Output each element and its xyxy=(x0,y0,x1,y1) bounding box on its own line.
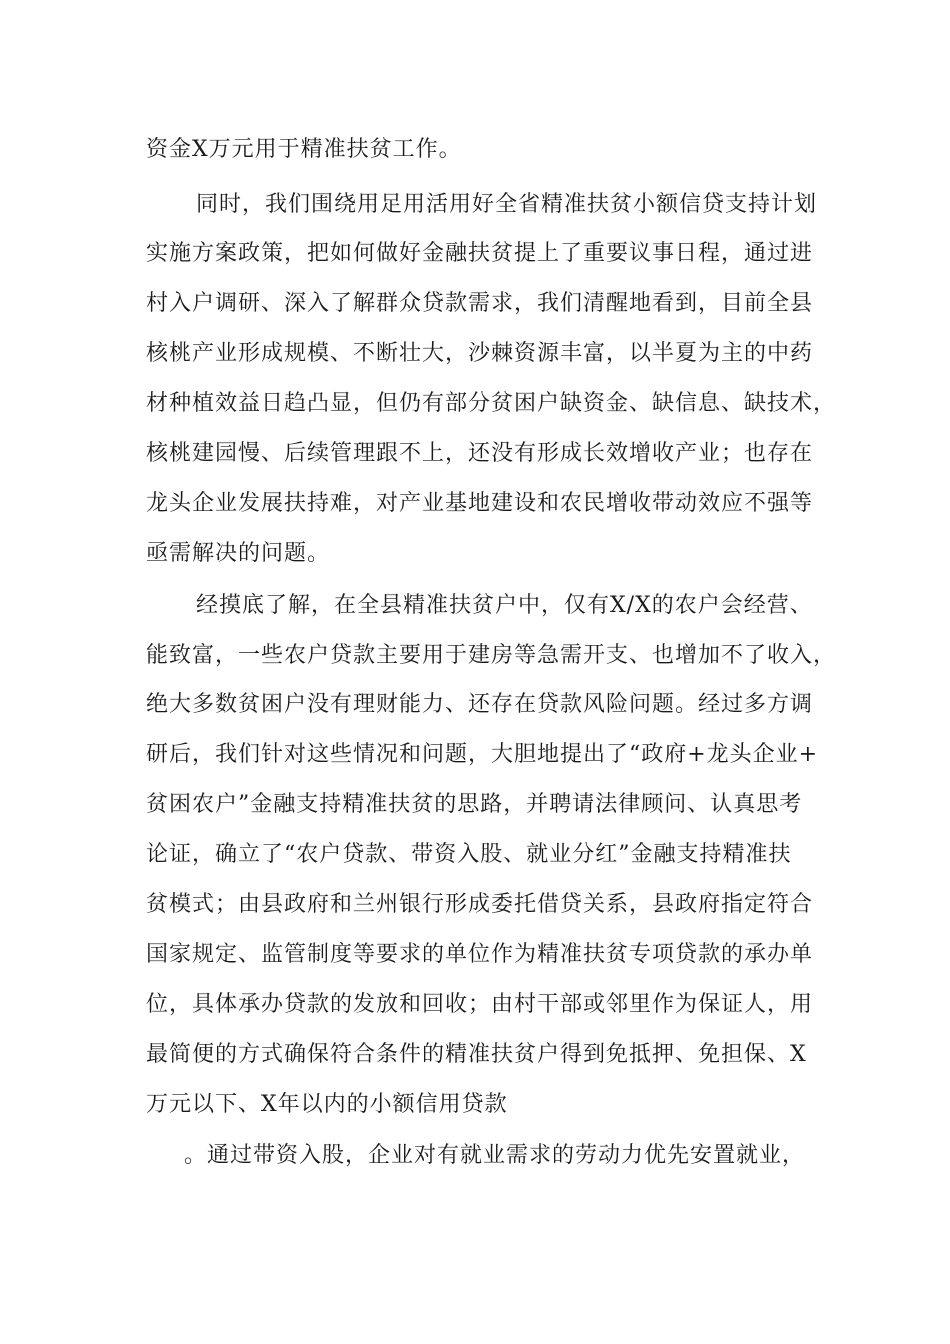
text-line: 村入户调研、深入了解群众贷款需求，我们清醒地看到，目前全县 xyxy=(146,291,814,316)
text-line: 核桃产业形成规模、不断壮大，沙棘资源丰富，以半夏为主的中药 xyxy=(146,341,814,366)
text-line: 绝大多数贫困户没有理财能力、还存在贷款风险问题。经过多方调 xyxy=(146,692,814,717)
paragraph-start-line: 经摸底了解，在全县精准扶贫户中，仅有X/X的农户会经营、 xyxy=(196,593,813,618)
text-line: 核桃建园慢、后续管理跟不上，还没有形成长效增收产业；也存在 xyxy=(146,441,814,466)
text-line: 国家规定、监管制度等要求的单位作为精准扶贫专项贷款的承办单 xyxy=(146,942,814,967)
text-line: 龙头企业发展扶持难，对产业基地建设和农民增收带动效应不强等 xyxy=(146,491,814,516)
text-line: 资金X万元用于精准扶贫工作。 xyxy=(146,137,462,162)
paragraph-start-line: 。通过带资入股，企业对有就业需求的劳动力优先安置就业， xyxy=(184,1143,806,1168)
text-line: 贫模式；由县政府和兰州银行形成委托借贷关系，县政府指定符合 xyxy=(146,892,814,917)
paragraph-start-line: 同时，我们围绕用足用活用好全省精准扶贫小额信贷支持计划 xyxy=(196,192,818,217)
text-line: 最简便的方式确保符合条件的精准扶贫户得到免抵押、免担保、X xyxy=(146,1042,807,1067)
text-line: 万元以下、X年以内的小额信用贷款 xyxy=(146,1092,508,1117)
text-line: 论证，确立了“农户贷款、带资入股、就业分红”金融支持精准扶 xyxy=(146,842,792,867)
text-line: 位，具体承办贷款的发放和回收；由村干部或邻里作为保证人，用 xyxy=(146,992,814,1017)
text-line: 能致富，一些农户贷款主要用于建房等急需开支、也增加不了收入， xyxy=(146,643,837,668)
text-line: 实施方案政策，把如何做好金融扶贫提上了重要议事日程，通过进 xyxy=(146,241,814,266)
text-line: 材种植效益日趋凸显，但仍有部分贫困户缺资金、缺信息、缺技术， xyxy=(146,391,837,416)
text-line: 研后，我们针对这些情况和问题，大胆地提出了“政府+龙头企业+ xyxy=(146,742,819,767)
text-line: 亟需解决的问题。 xyxy=(146,541,331,566)
text-line: 贫困农户”金融支持精准扶贫的思路，并聘请法律顾问、认真思考 xyxy=(146,792,803,817)
